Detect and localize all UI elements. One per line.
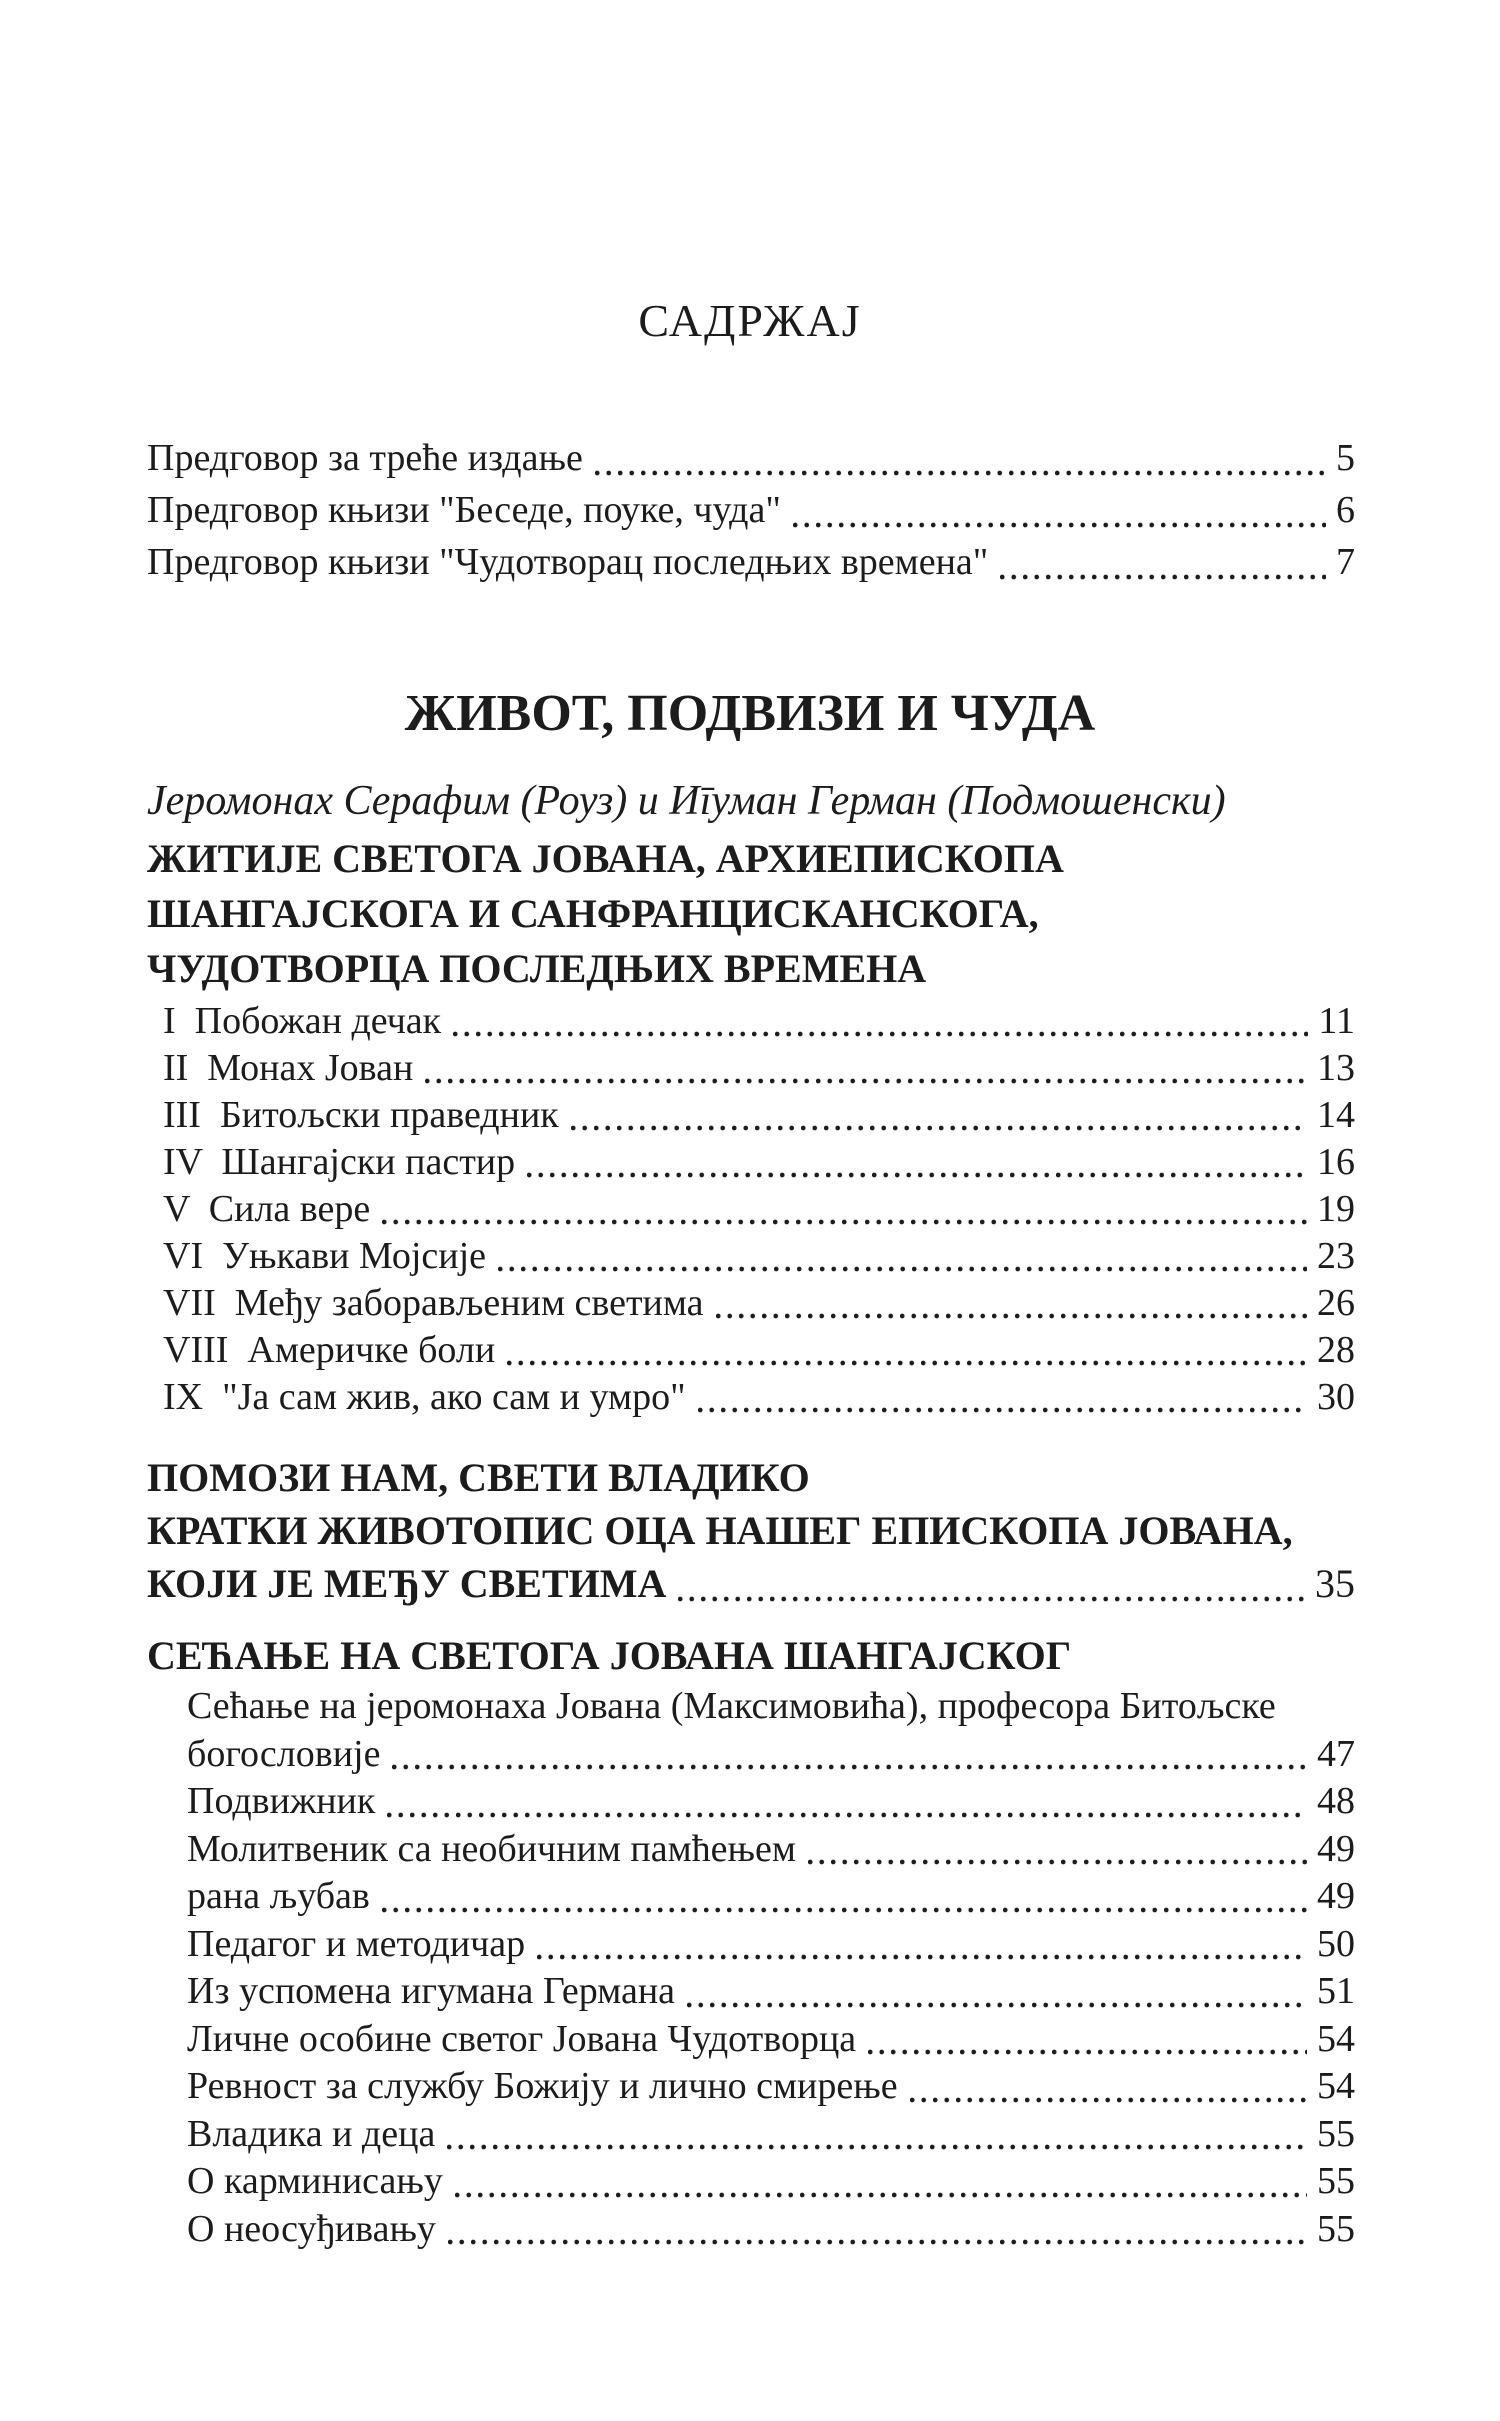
toc-entry-label: Владика и деца (187, 2112, 436, 2155)
toc-entry (187, 1873, 1355, 1921)
dot-leader (808, 1859, 1307, 1865)
dot-leader (687, 2002, 1307, 2008)
toc-entry-page: 54 (1317, 2065, 1355, 2107)
toc-entry (163, 998, 1355, 1045)
toc-entry-page: 16 (1317, 1141, 1355, 1183)
toc-entry-page: 23 (1317, 1235, 1355, 1277)
dot-leader (453, 1031, 1308, 1037)
toc-entry-page: 14 (1317, 1094, 1355, 1136)
toc-entry-page: 47 (1317, 1732, 1355, 1775)
toc-entry-page: 49 (1317, 1827, 1355, 1870)
toc-entry-label: II Монах Јован (163, 1047, 414, 1089)
toc-entry-label: VII Међу заборављеним светима (163, 1282, 704, 1324)
toc-entry-label: Предговор за треће издање (147, 437, 583, 479)
toc-entry-label: КОЈИ ЈЕ МЕЂУ СВЕТИМА (147, 1561, 667, 1606)
toc-entry-page: 5 (1336, 437, 1355, 479)
dot-leader (382, 1219, 1307, 1225)
toc-entry-label: рана љубав (187, 1875, 370, 1917)
toc-entry-page: 50 (1317, 1922, 1355, 1965)
dot-leader (507, 1360, 1307, 1366)
dot-leader (498, 1266, 1307, 1272)
heading-line: КРАТКИ ЖИВОТОПИС ОЦА НАШЕГ ЕПИСКОПА ЈОВАНА, (147, 1508, 1293, 1553)
toc-entry-page: 13 (1317, 1047, 1355, 1089)
toc-entry (187, 2206, 1355, 2254)
toc-entry-label: Педагог и методичар (187, 1922, 526, 1965)
toc-entry (187, 2016, 1355, 2064)
toc-entry (187, 1826, 1355, 1874)
toc-entry-label: Сећање на јеромонаха Јована (Максимовића), професора Битољске (187, 1685, 1276, 1727)
toc-entry-page: 6 (1336, 489, 1355, 531)
toc-entry-label: Предговор књизи "Беседе, поуке, чуда" (147, 489, 781, 531)
toc-entry (147, 536, 1355, 588)
toc-entry-page: 51 (1317, 1970, 1355, 2012)
secanje-list (187, 1683, 1355, 2253)
toc-entry-label: Молитвеник са необичним памћењем (187, 1827, 796, 1870)
dot-leader (910, 2097, 1307, 2103)
toc-entry-page: 30 (1317, 1376, 1355, 1418)
toc-entry-label: О карминисању (187, 2160, 443, 2202)
dot-leader (527, 1172, 1307, 1178)
toc-entry (147, 484, 1355, 536)
toc-entry (187, 2158, 1355, 2206)
dot-leader (571, 1125, 1307, 1131)
front-matter-list (147, 432, 1355, 588)
dot-leader (392, 1764, 1307, 1770)
toc-entry-page: 11 (1318, 1000, 1355, 1042)
toc-entry (163, 1233, 1355, 1280)
toc-entry-label: Ревност за службу Божију и лично смирење (187, 2065, 898, 2107)
heading-line: ПОМОЗИ НАМ, СВЕТИ ВЛАДИКО (147, 1455, 810, 1500)
toc-entry (163, 1092, 1355, 1139)
dot-leader (678, 1596, 1305, 1602)
dot-leader (448, 2239, 1307, 2245)
toc-entry (163, 1045, 1355, 1092)
pomozi-heading-lines (147, 1451, 1355, 1557)
part-title: ЖИВОТ, ПОДВИЗИ И ЧУДА (404, 685, 1096, 742)
toc-entry-page: 54 (1317, 2017, 1355, 2060)
toc-entry-page: 49 (1317, 1875, 1355, 1917)
toc-entry-label: IX "Ја сам жив, ако сам и умро" (163, 1376, 686, 1418)
toc-entry (163, 1327, 1355, 1374)
dot-leader (537, 1954, 1307, 1960)
dot-leader (382, 1907, 1307, 1913)
toc-entry-label: V Сила вере (163, 1188, 371, 1230)
dot-leader (1000, 574, 1326, 580)
toc-entry-label: IV Шангајски пастир (163, 1141, 516, 1183)
toc-entry-page: 35 (1315, 1561, 1355, 1606)
authors-byline: Јеромонах Серафим (Роуз) и Иīуман Герман (Подмошенски) (147, 778, 1226, 824)
dot-leader (455, 2192, 1307, 2198)
toc-entry (163, 1139, 1355, 1186)
toc-entry-page: 7 (1336, 541, 1355, 583)
dot-leader (595, 470, 1326, 476)
toc-entry (163, 1374, 1355, 1421)
dot-leader (793, 522, 1326, 528)
dot-leader (447, 2144, 1307, 2150)
heading-line: ЖИТИЈЕ СВЕТОГА ЈОВАНА, АРХИЕПИСКОПА (147, 836, 1064, 881)
toc-entry (163, 1186, 1355, 1233)
toc-entry-label: I Побожан дечак (163, 1000, 442, 1042)
heading-line: ШАНГАЈСКОГА И САНФРАНЦИСКАНСКОГА, (147, 891, 1039, 936)
toc-entry-page: 28 (1317, 1329, 1355, 1371)
toc-entry (147, 432, 1355, 484)
toc-entry (187, 2111, 1355, 2159)
toc-entry-label: О неосуђивању (187, 2207, 436, 2250)
toc-entry-label: VI Уњкави Мојсије (163, 1235, 487, 1277)
toc-entry-label: Подвижник (187, 1780, 376, 1822)
toc-entry (147, 1557, 1355, 1610)
toc-entry (163, 1280, 1355, 1327)
dot-leader (425, 1078, 1307, 1084)
toc-entry-label: богословије (187, 1732, 381, 1775)
toc-entry-page: 55 (1317, 2207, 1355, 2250)
toc-entry-page: 19 (1317, 1188, 1355, 1230)
toc-entry-page: 26 (1317, 1282, 1355, 1324)
toc-entry-label: III Битољски праведник (163, 1094, 559, 1136)
toc-entry (187, 1968, 1355, 2016)
toc-entry-label: Личне особине светог Јована Чудотворца (187, 2017, 857, 2060)
zhitije-heading (147, 831, 1355, 996)
heading-line: ЧУДОТВОРЦА ПОСЛЕДЊИХ ВРЕМЕНА (147, 946, 927, 991)
dot-leader (698, 1407, 1307, 1413)
page-title: САДРЖАЈ (638, 294, 862, 346)
dot-leader (716, 1313, 1307, 1319)
toc-entry (187, 1731, 1355, 1779)
toc-entry-page: 55 (1317, 2112, 1355, 2155)
secanje-heading: СЕЋАЊЕ НА СВЕТОГА ЈОВАНА ШАНГАЈСКОГ (147, 1633, 1072, 1678)
toc-entry (187, 2063, 1355, 2111)
toc-entry-label: Предговор књизи "Чудотворац последњих времена" (147, 541, 989, 583)
toc-entry (187, 1921, 1355, 1969)
toc-entry (187, 1778, 1355, 1826)
chapters-list (163, 998, 1355, 1421)
toc-entry-page: 48 (1317, 1780, 1355, 1822)
toc-entry-label: VIII Америчке боли (163, 1329, 496, 1371)
pomozi-section (147, 1451, 1355, 1610)
dot-leader (868, 2049, 1307, 2055)
toc-entry-label: Из успомена игумана Германа (187, 1970, 676, 2012)
toc-entry (187, 1683, 1355, 1731)
dot-leader (387, 1812, 1307, 1818)
toc-entry-page: 55 (1317, 2160, 1355, 2202)
